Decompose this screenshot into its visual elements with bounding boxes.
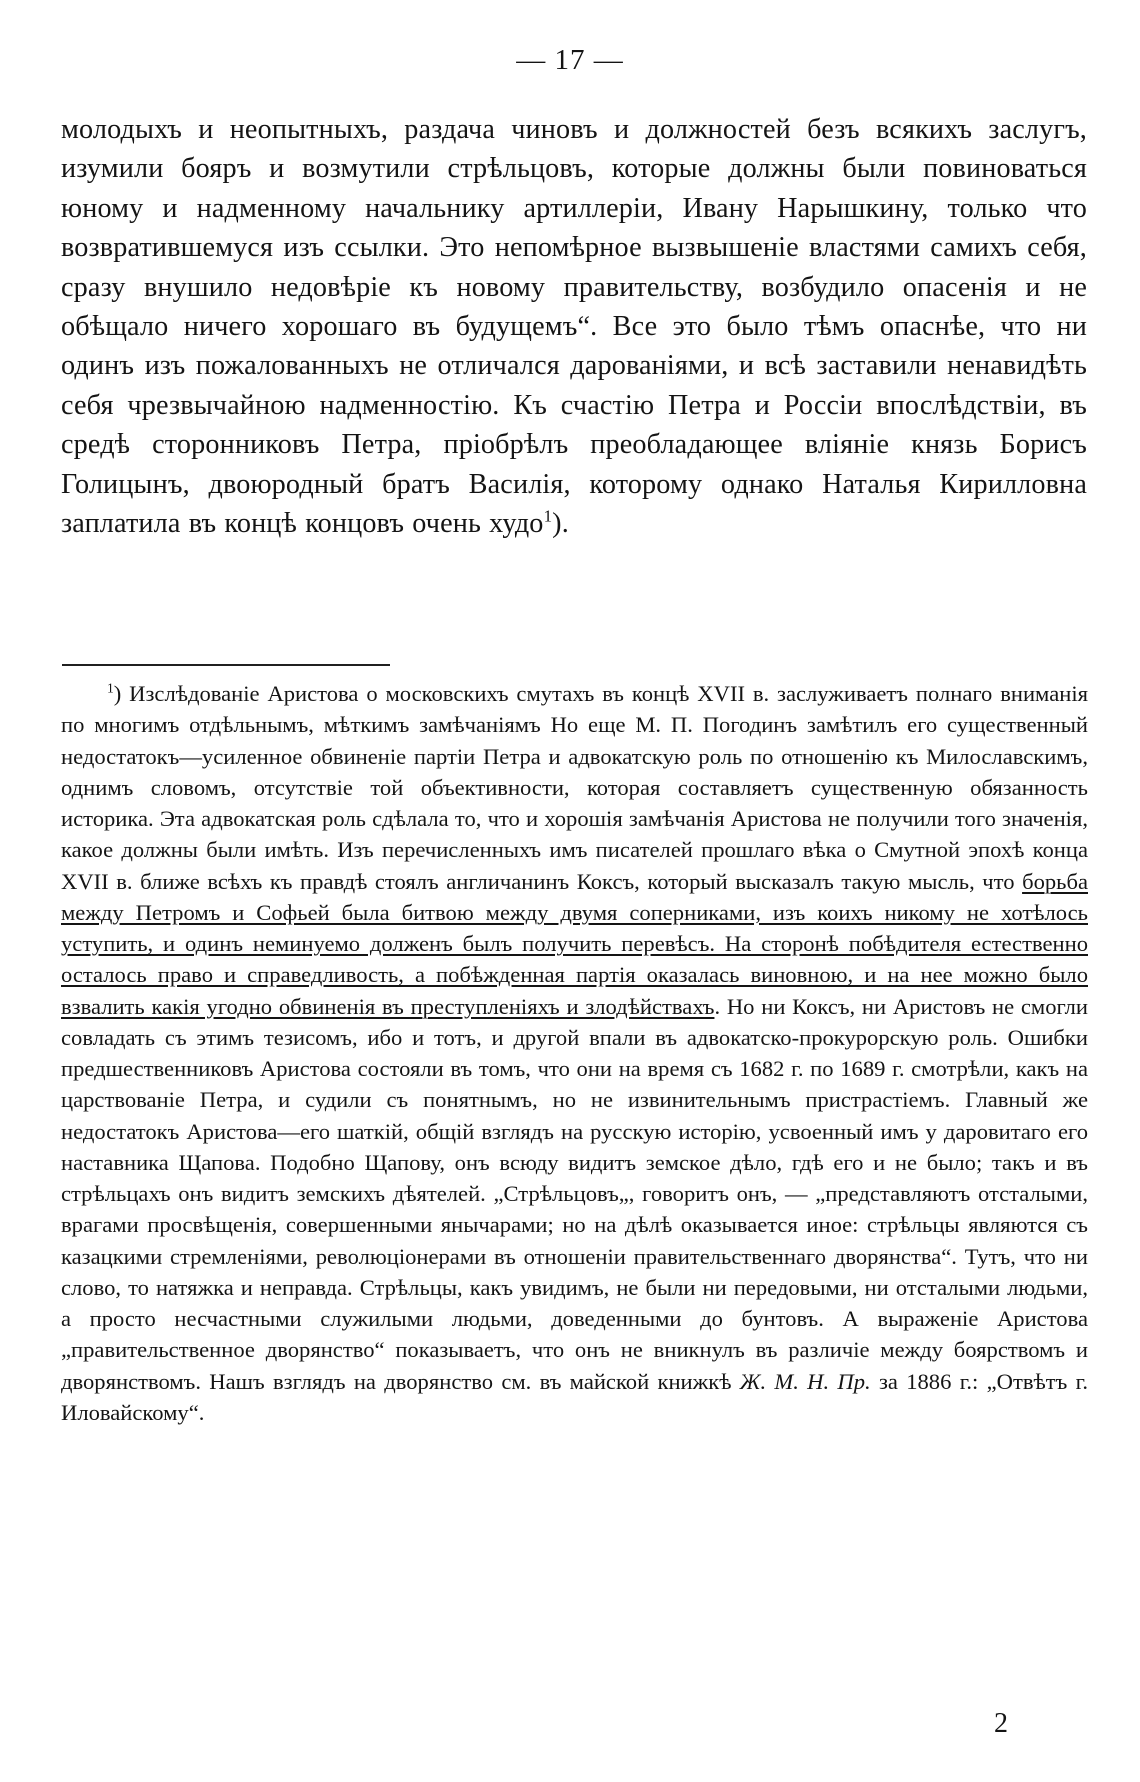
main-text bbox=[61, 110, 1087, 543]
printer-signature-mark: 2 bbox=[994, 1708, 1008, 1739]
footnote-marker: 1 bbox=[107, 680, 114, 696]
footnote-text-part3: за 1886 г.: „Отвѣтъ г. Иловайскому“. bbox=[61, 1368, 1088, 1425]
main-paragraph-end: ). bbox=[552, 508, 569, 540]
page-number: — 17 — bbox=[516, 44, 624, 76]
footnote-text-part2: . Но ни Коксъ, ни Аристовъ не смогли совладать съ этимъ тезисомъ, ибо и тотъ, и другой впали въ адвокатско-прокурорскую роль. Ошибки предшественниковъ Аристова состояли въ томъ, что они на время съ 1682 г. по 1689 г. смотрѣли, какъ на царствованіе Петра, и судили съ понятнымъ, но не извинительнымъ пристрастіемъ. Главный же недостатокъ Аристова—его шаткій, общій взглядъ на русскую исторію, усвоенный имъ у даровитаго его наставника Щапова. Подобно Щапову, онъ всюду видитъ земское дѣло, гдѣ его и не было; такъ и въ стрѣльцахъ онъ видитъ земскихъ дѣятелей. „Стрѣльцовъ„, говоритъ онъ, — „представляютъ отсталыми, врагами просвѣщенія, совершенными янычарами; но на дѣлѣ оказывается иное: стрѣльцы являются съ казацкими стремленіями, революціонерами въ отношеніи правительственнаго дворянства“. Тутъ, что ни слово, то натяжка и неправда. Стрѣльцы, какъ увидимъ, не были ни передовыми, ни отсталыми людьми, а просто несчастными служилыми людьми, доведенными до бунтовъ. А выраженіе Аристова „правительственное дворянство“ показываетъ, что онъ не вникнулъ въ различіе между боярствомъ и дворянствомъ. Нашъ взглядъ на дворянство см. въ майской книжкѣ bbox=[61, 993, 1088, 1394]
main-paragraph-text: молодыхъ и неопытныхъ, раздача чиновъ и должностей безъ всякихъ заслугъ, изумили бояръ и возмутили стрѣльцовъ, которые должны были повиноваться юному и надменному начальнику артиллеріи, Ивану Нарышкину, только что возвратившемуся изъ ссылки. Это непомѣрное вызвышеніе властями самихъ себя, сразу внушило недовѣріе къ новому правительству, возбудило опасенія и не обѣщало ничего хорошаго въ будущемъ“. Все это было тѣмъ опаснѣе, что ни одинъ изъ пожалованныхъ не отличался дарованіями, и всѣ заставили ненавидѣть себя чрезвычайною надменностію. Къ счастію Петра и Россіи впослѣдствіи, въ средѣ сторонниковъ Петра, пріобрѣлъ преобладающее вліяніе князь Борисъ Голицынъ, двоюродный братъ Василія, которому однако Наталья Кирилловна заплатила въ концѣ концовъ очень худо bbox=[61, 114, 1087, 540]
main-paragraph bbox=[61, 110, 1087, 543]
footnote-divider bbox=[62, 664, 390, 666]
footnote-underlined-quote: борьба между Петромъ и Софьей была битвою между двумя соперниками, изъ коихъ никому не хотѣлось уступить, и одинъ неминуемо долженъ былъ получить перевѣсъ. На сторонѣ побѣдителя естественно осталось право и справедливость, а побѣжденная партія оказалась виновною, и на нее можно было взвалить какія угодно обвиненія въ преступленіяхъ и злодѣйствахъ bbox=[61, 868, 1088, 1019]
footnote-reference: 1 bbox=[543, 506, 553, 526]
journal-abbreviation: Ж. М. Н. Пр. bbox=[739, 1368, 871, 1394]
footnote bbox=[61, 678, 1088, 1428]
footnote-text-part1: ) Изслѣдованіе Аристова о московскихъ смутахъ въ концѣ XVII в. заслуживаетъ полнаго вниманія по многимъ отдѣльнымъ, мѣткимъ замѣчаніямъ Но еще М. П. Погодинъ замѣтилъ его существенный недостатокъ—усиленное обвиненіе партіи Петра и адвокатскую роль по отношенію къ Милославскимъ, однимъ словомъ, отсутствіе той объективности, которая составляетъ существенную обязанность историка. Эта адвокатская роль сдѣлала то, что и хорошія замѣчанія Аристова не получили того значенія, какое должны были имѣть. Изъ перечисленныхъ имъ писателей прошлаго вѣка о Смутной эпохѣ конца XVII в. ближе всѣхъ къ правдѣ стоялъ англичанинъ Коксъ, который высказалъ такую мысль, что bbox=[61, 681, 1088, 894]
footnote-paragraph bbox=[61, 678, 1088, 1428]
